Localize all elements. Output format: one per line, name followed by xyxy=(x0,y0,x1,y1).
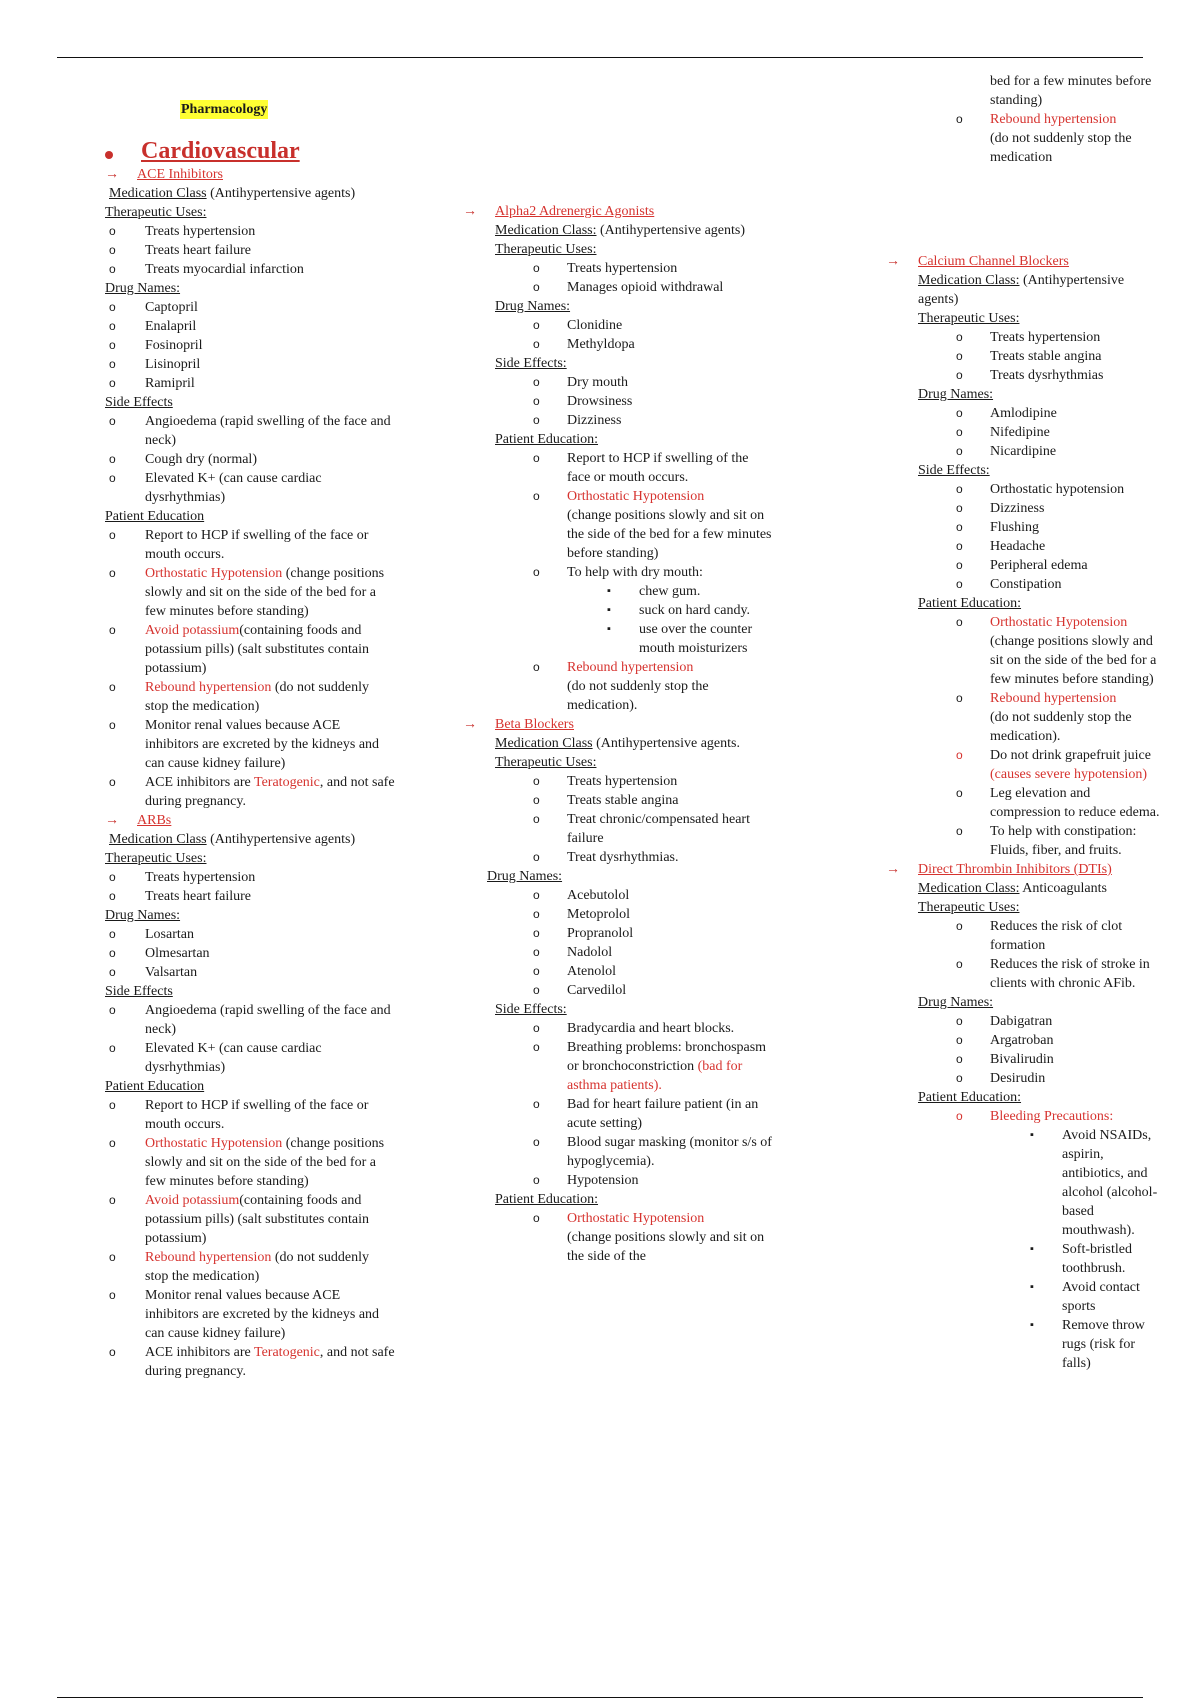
arrow-icon: → xyxy=(105,167,119,182)
list-item: o Monitor renal values because ACE inhibitors are excreted by the kidneys and can cause kidney failure) xyxy=(105,1286,395,1343)
arrow-icon: → xyxy=(886,862,900,877)
arrow-icon: → xyxy=(463,717,477,732)
list-item: o Bivalirudin xyxy=(918,1050,1163,1069)
alpha2-drugs-label: Drug Names: xyxy=(495,299,571,314)
list-item: o Treats dysrhythmias xyxy=(918,366,1163,385)
section-arbs: → ARBs xyxy=(105,813,172,828)
list-item: o Drowsiness xyxy=(495,392,775,411)
list-item: o Orthostatic hypotension xyxy=(918,480,1163,499)
section-ace-inhibitors: → ACE Inhibitors xyxy=(105,167,223,182)
list-item: o Clonidine xyxy=(495,316,775,335)
list-item: o ACE inhibitors are Teratogenic, and not safe during pregnancy. xyxy=(105,773,395,811)
list-item: o Metoprolol xyxy=(495,905,775,924)
list-item: o Elevated K+ (can cause cardiac dysrhythmias) xyxy=(105,469,395,507)
column-1 xyxy=(105,100,395,1381)
list-item: o Desirudin xyxy=(918,1069,1163,1088)
section-beta-blockers: → Beta Blockers xyxy=(463,717,574,732)
list-item: o Treats hypertension xyxy=(105,222,395,241)
ccb-medication-class: Medication Class: (Antihypertensive agents) xyxy=(918,273,1125,307)
column-2 xyxy=(463,202,775,1266)
list-item: o Orthostatic Hypotension (change positions slowly and sit on the side of the bed for a few minutes before standing) xyxy=(495,487,775,563)
beta-medication-class: Medication Class (Antihypertensive agents. xyxy=(495,736,740,751)
ccb-drugs-label: Drug Names: xyxy=(918,387,994,402)
alpha2-side-label: Side Effects: xyxy=(495,356,567,371)
list-item: o Losartan xyxy=(105,925,395,944)
list-item: o Dry mouth xyxy=(495,373,775,392)
ace-side-label: Side Effects xyxy=(105,395,173,410)
dti-medication-class: Medication Class: Anticoagulants xyxy=(918,881,1107,896)
arbs-side-label: Side Effects xyxy=(105,984,173,999)
list-item: o Bleeding Precautions: xyxy=(918,1107,1163,1126)
list-item: o Do not drink grapefruit juice (causes severe hypotension) xyxy=(918,746,1163,784)
alpha2-edu-label: Patient Education: xyxy=(495,432,599,447)
list-item: o Acebutolol xyxy=(495,886,775,905)
ccb-edu-label: Patient Education: xyxy=(918,596,1022,611)
list-item: o Flushing xyxy=(918,518,1163,537)
list-item: o Carvedilol xyxy=(495,981,775,1000)
list-item: o Reduces the risk of stroke in clients with chronic AFib. xyxy=(918,955,1163,993)
ace-medication-class: Medication Class (Antihypertensive agents) xyxy=(109,186,356,201)
category-heading: Cardiovascular xyxy=(105,137,395,165)
sub-list-item: ▪ Soft-bristled toothbrush. xyxy=(918,1240,1163,1278)
list-item: o Report to HCP if swelling of the face or mouth occurs. xyxy=(105,526,395,564)
ccb-side-label: Side Effects: xyxy=(918,463,990,478)
list-item: o Rebound hypertension (do not suddenly stop the medication xyxy=(918,110,1163,167)
arrow-icon: → xyxy=(886,254,900,269)
list-item: o Dizziness xyxy=(918,499,1163,518)
arrow-icon: → xyxy=(463,204,477,219)
list-item: o Captopril xyxy=(105,298,395,317)
bullet-dot-icon xyxy=(105,151,113,159)
list-item: o Methyldopa xyxy=(495,335,775,354)
list-item: o Hypotension xyxy=(495,1171,775,1190)
sub-list-item: ▪ suck on hard candy. xyxy=(495,601,775,620)
column-3 xyxy=(886,72,1163,1373)
list-item: o Treats hypertension xyxy=(105,868,395,887)
list-item: o Breathing problems: bronchospasm or bronchoconstriction (bad for asthma patients). xyxy=(495,1038,775,1095)
list-item: o Headache xyxy=(918,537,1163,556)
list-item: o Treats myocardial infarction xyxy=(105,260,395,279)
list-item: o Elevated K+ (can cause cardiac dysrhythmias) xyxy=(105,1039,395,1077)
list-item: o Dizziness xyxy=(495,411,775,430)
beta-drugs-label: Drug Names: xyxy=(487,869,563,884)
list-item: o Atenolol xyxy=(495,962,775,981)
list-item: o Manages opioid withdrawal xyxy=(495,278,775,297)
list-item: o Dabigatran xyxy=(918,1012,1163,1031)
sub-list-item: ▪ chew gum. xyxy=(495,582,775,601)
list-item: o Enalapril xyxy=(105,317,395,336)
sub-list-item: ▪ use over the counter mouth moisturizers xyxy=(495,620,775,658)
dti-drugs-label: Drug Names: xyxy=(918,995,994,1010)
list-item: o Ramipril xyxy=(105,374,395,393)
list-item: o Lisinopril xyxy=(105,355,395,374)
beta-edu-label: Patient Education: xyxy=(495,1192,599,1207)
ccb-uses-label: Therapeutic Uses: xyxy=(918,311,1020,326)
list-item: o Bad for heart failure patient (in an acute setting) xyxy=(495,1095,775,1133)
list-item: o Monitor renal values because ACE inhibitors are excreted by the kidneys and can cause kidney failure) xyxy=(105,716,395,773)
dti-uses-label: Therapeutic Uses: xyxy=(918,900,1020,915)
arbs-drugs-label: Drug Names: xyxy=(105,908,181,923)
alpha2-medication-class: Medication Class: (Antihypertensive agents) xyxy=(495,223,746,238)
list-item: o Amlodipine xyxy=(918,404,1163,423)
bottom-rule xyxy=(57,1697,1143,1698)
list-item: o Orthostatic Hypotension (change positions slowly and sit on the side of the bed for a few minutes before standing) xyxy=(918,613,1163,689)
list-item: o Treat dysrhythmias. xyxy=(495,848,775,867)
alpha2-uses-label: Therapeutic Uses: xyxy=(495,242,597,257)
beta-edu-continued: bed for a few minutes before standing) xyxy=(990,74,1152,108)
section-calcium-channel-blockers: → Calcium Channel Blockers xyxy=(886,254,1069,269)
arrow-icon: → xyxy=(105,813,119,828)
arbs-edu-label: Patient Education xyxy=(105,1079,205,1094)
list-item: o Nicardipine xyxy=(918,442,1163,461)
list-item: o Reduces the risk of clot formation xyxy=(918,917,1163,955)
sub-list-item: ▪ Remove throw rugs (risk for falls) xyxy=(918,1316,1163,1373)
list-item: o Rebound hypertension (do not suddenly stop the medication). xyxy=(495,658,775,715)
section-direct-thrombin-inhibitors: → Direct Thrombin Inhibitors (DTIs) xyxy=(886,862,1112,877)
list-item: o Treat chronic/compensated heart failure xyxy=(495,810,775,848)
list-item: o Report to HCP if swelling of the face or mouth occurs. xyxy=(495,449,775,487)
list-item: o Orthostatic Hypotension (change positions slowly and sit on the side of the bed for a few minutes before standing) xyxy=(105,564,395,621)
list-item: o Treats hypertension xyxy=(495,772,775,791)
list-item: o To help with dry mouth: xyxy=(495,563,775,582)
list-item: o Treats heart failure xyxy=(105,887,395,906)
list-item: o Peripheral edema xyxy=(918,556,1163,575)
sub-list-item: ▪ Avoid NSAIDs, aspirin, antibiotics, and alcohol (alcohol-based mouthwash). xyxy=(918,1126,1163,1240)
list-item: o Propranolol xyxy=(495,924,775,943)
list-item: o Treats heart failure xyxy=(105,241,395,260)
list-item: o Avoid potassium(containing foods and potassium pills) (salt substitutes contain potassium) xyxy=(105,1191,395,1248)
list-item: o Avoid potassium(containing foods and potassium pills) (salt substitutes contain potassium) xyxy=(105,621,395,678)
ace-drugs-label: Drug Names: xyxy=(105,281,181,296)
ace-edu-label: Patient Education xyxy=(105,509,205,524)
list-item: o Leg elevation and compression to reduce edema. xyxy=(918,784,1163,822)
list-item: o Angioedema (rapid swelling of the face and neck) xyxy=(105,1001,395,1039)
document-title: Pharmacology xyxy=(181,102,268,117)
list-item: o Treats stable angina xyxy=(495,791,775,810)
beta-side-label: Side Effects: xyxy=(495,1002,567,1017)
list-item: o Rebound hypertension (do not suddenly stop the medication) xyxy=(105,1248,395,1286)
list-item: o Rebound hypertension (do not suddenly stop the medication) xyxy=(105,678,395,716)
list-item: o Constipation xyxy=(918,575,1163,594)
list-item: o Nifedipine xyxy=(918,423,1163,442)
list-item: o Treats stable angina xyxy=(918,347,1163,366)
section-alpha2-agonists: → Alpha2 Adrenergic Agonists xyxy=(463,204,655,219)
list-item: o Orthostatic Hypotension (change positions slowly and sit on the side of the bed for a few minutes before standing) xyxy=(105,1134,395,1191)
arbs-medication-class: Medication Class (Antihypertensive agents) xyxy=(109,832,356,847)
ace-uses-label: Therapeutic Uses: xyxy=(105,205,207,220)
list-item: o Report to HCP if swelling of the face or mouth occurs. xyxy=(105,1096,395,1134)
list-item: o Argatroban xyxy=(918,1031,1163,1050)
list-item: o To help with constipation: Fluids, fiber, and fruits. xyxy=(918,822,1163,860)
list-item: o Valsartan xyxy=(105,963,395,982)
list-item: o Orthostatic Hypotension (change positions slowly and sit on the side of the xyxy=(495,1209,775,1266)
list-item: o Bradycardia and heart blocks. xyxy=(495,1019,775,1038)
arbs-uses-label: Therapeutic Uses: xyxy=(105,851,207,866)
sub-list-item: ▪ Avoid contact sports xyxy=(918,1278,1163,1316)
list-item: o Treats hypertension xyxy=(918,328,1163,347)
list-item: o Cough dry (normal) xyxy=(105,450,395,469)
list-item: o Fosinopril xyxy=(105,336,395,355)
list-item: o Treats hypertension xyxy=(495,259,775,278)
list-item: o Nadolol xyxy=(495,943,775,962)
list-item: o Rebound hypertension (do not suddenly stop the medication). xyxy=(918,689,1163,746)
list-item: o Olmesartan xyxy=(105,944,395,963)
list-item: o ACE inhibitors are Teratogenic, and not safe during pregnancy. xyxy=(105,1343,395,1381)
list-item: o Blood sugar masking (monitor s/s of hypoglycemia). xyxy=(495,1133,775,1171)
top-rule xyxy=(57,57,1143,58)
dti-edu-label: Patient Education: xyxy=(918,1090,1022,1105)
beta-uses-label: Therapeutic Uses: xyxy=(495,755,597,770)
list-item: o Angioedema (rapid swelling of the face and neck) xyxy=(105,412,395,450)
